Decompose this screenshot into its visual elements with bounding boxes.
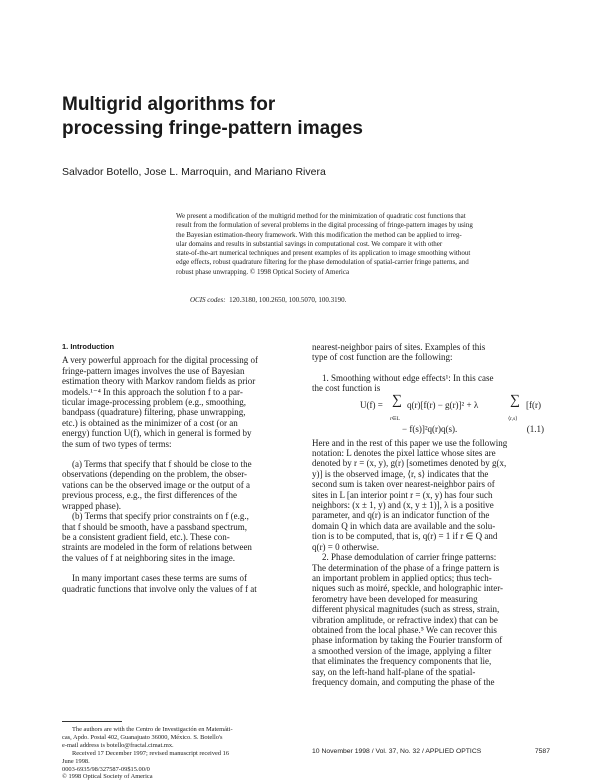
equation-term-2: [f(r): [526, 399, 541, 410]
text-line: nearest-neighbor pairs of sites. Examples of this: [312, 342, 486, 352]
text-line: type of cost function are the following:: [312, 352, 453, 363]
text-line: (b) Terms that specify prior constraints on f (e.g.,: [72, 511, 249, 522]
title-line-1: Multigrid algorithms for: [62, 94, 276, 115]
author-list: Salvador Botello, Jose L. Marroquin, and Mariano Rivera: [62, 166, 326, 178]
text-line: obtained from the local phase.⁵ We can recover this: [312, 624, 497, 635]
footnote-line: © 1998 Optical Society of America: [62, 773, 153, 781]
notation-paragraph: [312, 438, 550, 552]
text-line: an important problem in applied optics; thus tech-: [312, 572, 492, 583]
text-line: wrapped phase).: [62, 500, 121, 511]
text-line: energy) function U(f), which in general is formed by: [62, 428, 252, 439]
abstract-line: the Bayesian estimation-theory framework. With this modification the method can be applied to irreg-: [176, 230, 462, 239]
text-line: bandpass (quadrature) filtering, phase unwrapping,: [62, 407, 246, 418]
footnote-line: e-mail address is botello@fractal.cimat.mx.: [62, 741, 174, 749]
equation-continuation: − f(s)]²q(r)q(s).: [402, 423, 458, 434]
text-line: ferometry have been developed for measuring: [312, 593, 478, 604]
intro-paragraph-1: [62, 355, 300, 449]
text-line: domain Q in which data are available and the solu-: [312, 520, 496, 531]
text-line: A very powerful approach for the digital processing of: [62, 355, 258, 366]
section-heading-introduction: 1. Introduction: [62, 342, 115, 351]
text-line: that f should be smooth, have a passband spectrum,: [62, 521, 247, 532]
text-line: 2. Phase demodulation of carrier fringe patterns:: [322, 552, 497, 563]
text-line: the values of f at neighboring sites in the image.: [62, 552, 235, 563]
list-item-2: [312, 552, 550, 687]
article-title: [62, 93, 482, 141]
text-line: different physical magnitudes (such as stress, strain,: [312, 604, 500, 615]
equation-1-1-line-2: [312, 424, 550, 438]
journal-info: 10 November 1998 / Vol. 37, No. 32 / APPLIED OPTICS: [312, 748, 482, 755]
text-line: straints are modeled in the form of relations between: [62, 542, 252, 553]
ocis-label: OCIS codes:: [190, 296, 226, 304]
page-number: 7587: [534, 748, 550, 755]
text-line: fringe-pattern images involves the use of Bayesian: [62, 365, 245, 376]
text-line: tion is to be computed, that is, q(r) = 1 if r ∈ Q and: [312, 531, 498, 542]
ocis-codes: [190, 296, 346, 304]
abstract: [176, 212, 546, 277]
text-line: sites in L [an interior point r = (x, y) has four such: [312, 489, 493, 500]
title-line-2: processing fringe-pattern images: [62, 118, 363, 139]
abstract-line: robust phase unwrapping. © 1998 Optical Society of America: [176, 267, 350, 276]
equation-number: (1.1): [526, 423, 544, 434]
intro-paragraph-3: [62, 573, 300, 594]
text-line: say, on the left-hand half-plane of the spatial-: [312, 666, 476, 677]
text-line: vations can be the observed image or the output of a: [62, 479, 250, 490]
page-footer: [312, 748, 550, 755]
text-line: Here and in the rest of this paper we use the following: [312, 437, 508, 448]
equation-lhs: U(f) =: [360, 399, 383, 410]
abstract-line: result from the formulation of several problems in the digital processing of fringe-pattern images by using: [176, 221, 473, 230]
text-line: notation: L denotes the pixel lattice whose sites are: [312, 448, 496, 459]
intro-paragraph-2: [62, 459, 300, 563]
right-paragraph-1: [312, 342, 550, 363]
text-line: second sum is taken over nearest-neighbor pairs of: [312, 479, 495, 490]
sum-2-subscript: ⟨r,s⟩: [508, 415, 518, 422]
sum-symbol-2: ∑: [510, 392, 520, 408]
text-line: estimation theory with Markov random fields as prior: [62, 376, 256, 387]
text-line: a smoothed version of the image, applying a filter: [312, 645, 492, 656]
footnote: [62, 726, 300, 781]
equation-1-1: [312, 394, 550, 424]
text-line: quadratic functions that involve only the values of f at: [62, 583, 257, 594]
text-line: q(r) = 0 otherwise.: [312, 541, 380, 552]
footnote-line: cas, Apdo. Postal 402, Guanajuato 36000, México. S. Botello's: [62, 733, 223, 741]
abstract-line: We present a modification of the multigrid method for the minimization of quadratic cost functions that: [176, 212, 466, 220]
text-line: vibration amplitude, or refractive index) that can be: [312, 614, 498, 625]
left-column: [62, 342, 300, 594]
text-line: be a consistent gradient field, etc.). These con-: [62, 531, 230, 542]
text-line: models.¹⁻⁴ In this approach the solution f to a par-: [62, 386, 243, 397]
footnote-line: Received 17 December 1997; revised manuscript received 16: [72, 749, 230, 757]
footnote-line: June 1998.: [62, 757, 90, 765]
right-column: [312, 342, 550, 687]
text-line: etc.) is obtained as the minimizer of a cost (or an: [62, 417, 238, 428]
text-line: frequency domain, and computing the phase of the: [312, 676, 495, 687]
sum-symbol-1: ∑: [392, 392, 402, 408]
text-line: 1. Smoothing without edge effects¹: In this case: [322, 372, 494, 383]
text-line: ticular image-processing problem (e.g., smoothing,: [62, 397, 246, 408]
footnote-line: 0003-6935/98/327587-09$15.00/0: [62, 765, 150, 773]
abstract-line: state-of-the-art numerical techniques and present examples of its application to image smoothing without: [176, 249, 471, 258]
text-line: previous process, e.g., the first differences of the: [62, 490, 238, 501]
text-line: neighbors: (x ± 1, y) and (x, y ± 1)], λ is a positive: [312, 500, 494, 511]
text-line: phase information by taking the Fourier transform of: [312, 635, 503, 646]
text-line: observations (depending on the problem, the obser-: [62, 469, 248, 480]
text-line: the sum of two types of terms:: [62, 438, 172, 449]
abstract-line: ular domains and results in substantial savings in computational cost. We compare it with other: [176, 239, 443, 248]
abstract-line: edge effects, robust quadrature filtering for the phase demodulation of spatial-carrier fringe patterns, and: [176, 258, 469, 267]
ocis-values: 120.3180, 100.2650, 100.5070, 100.3190.: [229, 296, 347, 304]
footnote-line: The authors are with the Centro de Investigación en Matemáti-: [72, 726, 233, 733]
text-line: parameter, and q(r) is an indicator function of the: [312, 510, 490, 521]
equation-term-1: q(r)[f(r) − g(r)]² + λ: [407, 399, 479, 410]
text-line: the cost function is: [312, 383, 381, 394]
text-line: denoted by r = (x, y), g(r) [sometimes denoted by g(x,: [312, 458, 507, 469]
text-line: The determination of the phase of a fringe pattern is: [312, 562, 500, 573]
text-line: y)] is the observed image, ⟨r, s⟩ indicates that the: [312, 468, 489, 479]
sum-1-subscript: r∈L: [390, 415, 400, 422]
text-line: In many important cases these terms are sums of: [72, 573, 247, 584]
text-line: (a) Terms that specify that f should be close to the: [72, 459, 252, 470]
text-line: niques such as moiré, speckle, and holographic inter-: [312, 583, 504, 594]
footnote-divider: [62, 721, 122, 722]
text-line: that eliminates the frequency components that lie,: [312, 656, 492, 667]
list-item-1: [312, 373, 550, 394]
